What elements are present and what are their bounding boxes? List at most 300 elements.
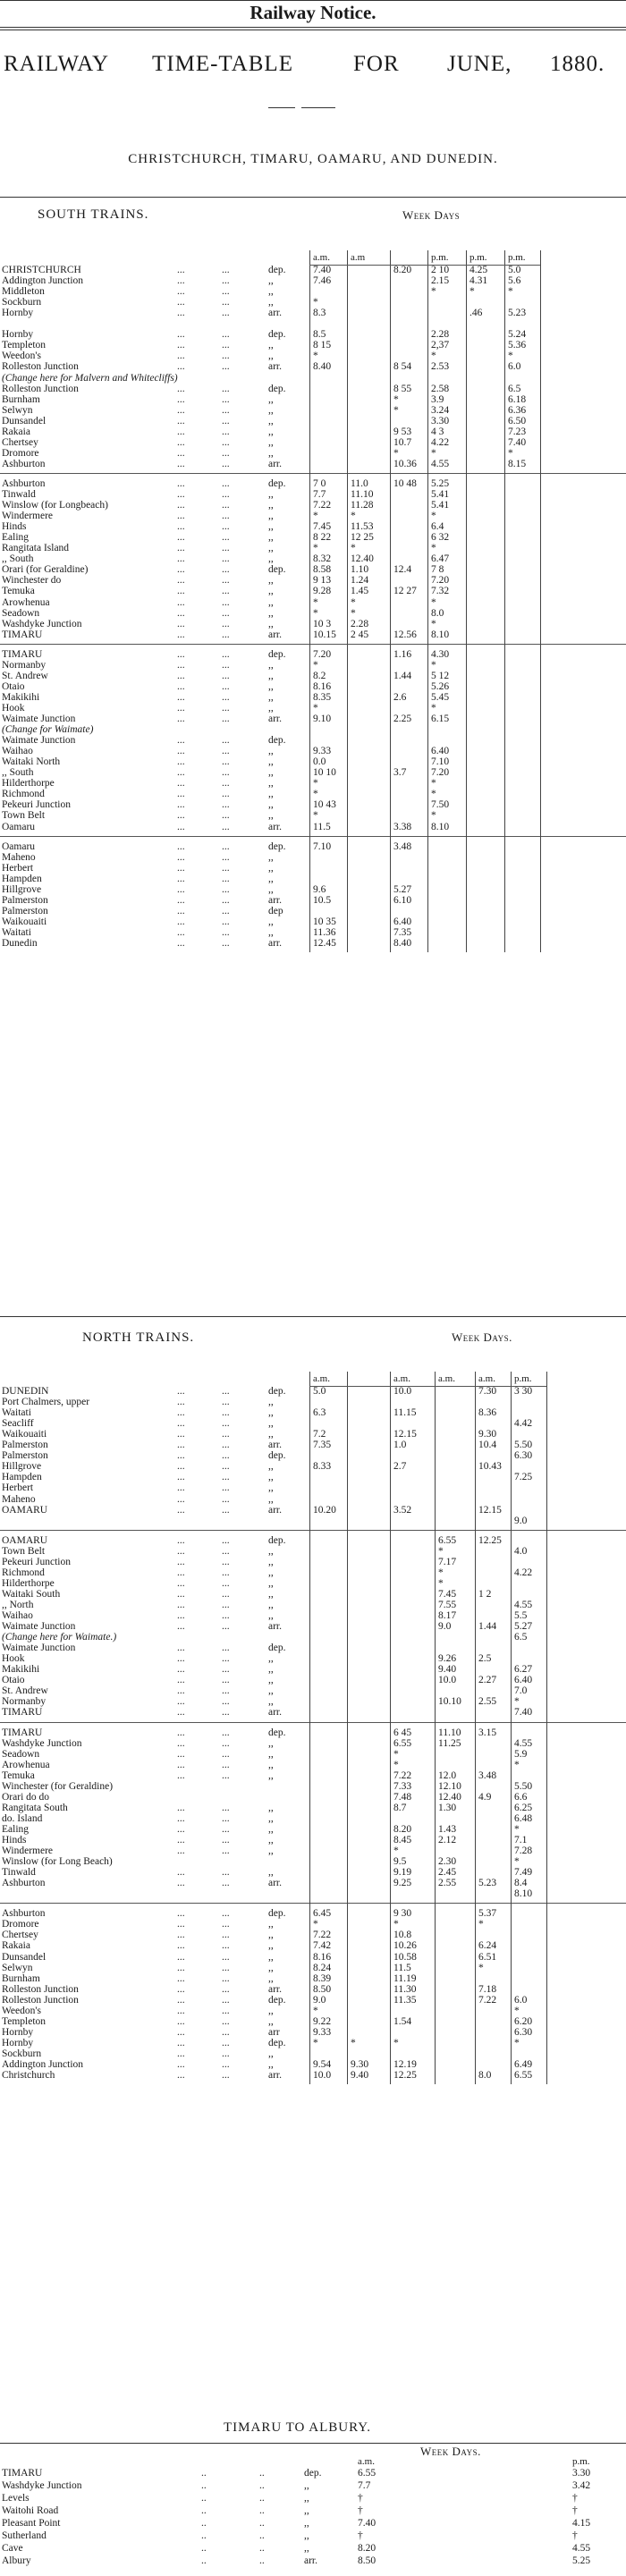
column-rule — [390, 1372, 391, 2084]
leader-dots: ... — [177, 883, 185, 895]
leader-dots: ... — [177, 618, 185, 629]
leader-dots: ... — [177, 1482, 185, 1494]
arr-dep-marker: ,, — [268, 511, 274, 522]
leader-dots: ... — [177, 286, 185, 298]
table-row — [0, 1770, 626, 1781]
arr-dep-marker: dep. — [268, 329, 286, 341]
time-cell: 4.55 — [431, 458, 450, 469]
time-cell: 7.17 — [438, 1556, 457, 1567]
time-cell: * — [431, 286, 436, 298]
arr-dep-marker: arr. — [268, 1440, 283, 1451]
leader-dots: ... — [177, 821, 185, 832]
leader-dots: ... — [177, 1545, 185, 1557]
arr-dep-marker: ,, — [268, 521, 274, 533]
time-cell: 10.8 — [393, 1930, 412, 1941]
table-row — [0, 660, 626, 671]
table-row — [0, 318, 626, 329]
time-cell: 4.55 — [514, 1737, 533, 1749]
time-cell: 5.41 — [431, 500, 450, 511]
table-row — [0, 692, 626, 703]
leader-dots: ... — [222, 1823, 230, 1835]
time-cell: † — [358, 2505, 363, 2516]
leader-dots: .. — [201, 2555, 207, 2566]
station-name: Burnham — [2, 393, 40, 405]
station-name: Weedon's — [2, 2005, 41, 2016]
leader-dots: ... — [222, 1440, 230, 1451]
leader-dots: ... — [222, 1482, 230, 1494]
arr-dep-marker: arr. — [268, 629, 283, 640]
leader-dots: ... — [177, 778, 185, 790]
time-cell: * — [431, 596, 436, 608]
time-cell: 3.7 — [393, 767, 407, 779]
table-row — [0, 2006, 626, 2016]
station-name: Waitati — [2, 1407, 31, 1419]
leader-dots: ... — [222, 1588, 230, 1600]
station-name: Washdyke Junction — [2, 1737, 82, 1749]
time-cell: 7.22 — [313, 1930, 332, 1941]
time-cell: 5 12 — [431, 670, 450, 681]
arr-dep-marker: dep. — [268, 1534, 286, 1546]
arr-dep-marker: ,, — [268, 883, 274, 895]
arr-dep-marker: ,, — [268, 1493, 274, 1505]
leader-dots: ... — [222, 1867, 230, 1879]
leader-dots: ... — [222, 404, 230, 416]
time-cell: 3.24 — [431, 404, 450, 416]
arr-dep-marker: ,, — [268, 1664, 274, 1676]
table-row — [0, 884, 626, 895]
table-row — [0, 1995, 626, 2006]
time-cell: 8.10 — [431, 821, 450, 832]
leader-dots: ... — [177, 1397, 185, 1408]
time-cell: 10 43 — [313, 799, 336, 811]
time-cell: 7.45 — [438, 1588, 457, 1600]
albury-heading: TIMARU TO ALBURY. — [224, 2420, 371, 2435]
time-cell: 2.45 — [438, 1867, 457, 1879]
time-cell: 6.55 — [393, 1737, 412, 1749]
time-cell: 8.50 — [313, 1983, 332, 1995]
leader-dots: ... — [222, 477, 230, 489]
time-cell: 3.30 — [572, 2468, 591, 2479]
leader-dots: ... — [177, 670, 185, 681]
time-cell: * — [431, 511, 436, 522]
time-cell: 7.45 — [313, 521, 332, 533]
time-cell: 7.35 — [313, 1440, 332, 1451]
arr-dep-marker: ,, — [268, 659, 274, 671]
arr-dep-marker: dep. — [268, 477, 286, 489]
station-name: Dunsandel — [2, 415, 47, 427]
time-cell: 7.25 — [514, 1472, 533, 1483]
leader-dots: ... — [177, 851, 185, 863]
leader-dots: ... — [177, 1567, 185, 1578]
time-cell: 1.44 — [478, 1621, 497, 1633]
leader-dots: ... — [177, 329, 185, 341]
arr-dep-marker: arr. — [268, 2070, 283, 2082]
time-cell: 9.19 — [393, 1867, 412, 1879]
table-row — [0, 863, 626, 874]
station-name: Hornby — [2, 2037, 34, 2048]
station-name: Waikouaiti — [2, 916, 47, 927]
arr-dep-marker: ,, — [268, 926, 274, 938]
time-cell: 11.36 — [313, 926, 336, 938]
time-cell: 12 25 — [351, 532, 374, 544]
time-cell: 7.1 — [514, 1835, 528, 1845]
arr-dep-marker: arr. — [268, 308, 283, 319]
time-cell: * — [470, 286, 475, 298]
arr-dep-marker: ,, — [268, 2015, 274, 2027]
leader-dots: ... — [177, 873, 185, 884]
arr-dep-marker: ,, — [268, 500, 274, 511]
arr-dep-marker: ,, — [268, 1835, 274, 1845]
table-row — [0, 1505, 626, 1516]
column-rule — [347, 1372, 348, 2084]
table-row — [0, 1856, 626, 1867]
arr-dep-marker: dep. — [268, 2037, 286, 2048]
table-row — [0, 789, 626, 799]
leader-dots: ... — [177, 596, 185, 608]
time-cell: 11.53 — [351, 521, 374, 533]
time-cell: 3 30 — [514, 1386, 533, 1397]
time-cell: 8.15 — [508, 458, 527, 469]
table-row — [0, 756, 626, 767]
arr-dep-marker: ,, — [268, 415, 274, 427]
leader-dots: ... — [222, 575, 230, 587]
arr-dep-marker: arr. — [268, 1621, 283, 1633]
arr-dep-marker: ,, — [268, 1962, 274, 1973]
time-cell: 2.12 — [438, 1835, 457, 1845]
time-cell: 11.15 — [393, 1407, 417, 1419]
leader-dots: ... — [222, 1472, 230, 1483]
time-cell: 4.22 — [431, 436, 450, 448]
leader-dots: ... — [177, 1940, 185, 1952]
table-row — [0, 1888, 626, 1899]
time-cell: * — [514, 1823, 520, 1835]
leader-dots: ... — [177, 351, 185, 362]
table-row — [0, 308, 626, 318]
leader-dots: ... — [177, 2059, 185, 2070]
arr-dep-marker: dep. — [268, 265, 286, 275]
leader-dots: ... — [177, 1983, 185, 1995]
block-divider — [0, 836, 626, 837]
table-row — [0, 1516, 626, 1526]
column-rule — [427, 250, 428, 952]
time-cell: 1.45 — [351, 586, 369, 597]
leader-dots: ... — [177, 2005, 185, 2016]
arr-dep-marker: ,, — [268, 799, 274, 811]
station-name: Seadown — [2, 1748, 40, 1760]
time-cell: 2.55 — [438, 1878, 457, 1889]
time-cell: 1.54 — [393, 2015, 412, 2027]
leader-dots: ... — [222, 1450, 230, 1462]
leader-dots: ... — [177, 1737, 185, 1749]
time-cell: 1.44 — [393, 670, 412, 681]
table-row — [0, 1621, 626, 1632]
arr-dep-marker: ,, — [268, 532, 274, 544]
time-cell: 8.20 — [393, 1823, 412, 1835]
leader-dots: ... — [222, 1962, 230, 1973]
table-row — [0, 1407, 626, 1418]
time-cell: 6.3 — [313, 1407, 326, 1419]
time-cell: 6.5 — [514, 1632, 528, 1643]
arr-dep-marker: arr. — [268, 361, 283, 373]
time-cell: 11.28 — [351, 500, 374, 511]
station-name: Ealing — [2, 532, 30, 544]
arr-dep-marker: dep. — [268, 383, 286, 394]
leader-dots: ... — [222, 2005, 230, 2016]
time-cell: 8 15 — [313, 340, 332, 351]
table-row — [0, 2480, 626, 2491]
time-cell: 7.30 — [478, 1386, 497, 1397]
arr-dep-marker: arr. — [268, 1504, 283, 1516]
station-name: TIMARU — [2, 2468, 43, 2479]
arr-dep-marker: ,, — [268, 1812, 274, 1824]
column-heading: a.m — [351, 252, 366, 263]
table-row — [0, 1973, 626, 1984]
time-cell: 1 2 — [478, 1588, 492, 1600]
time-cell: 2.15 — [431, 275, 450, 287]
leader-dots: ... — [222, 1675, 230, 1686]
leader-dots: ... — [177, 2070, 185, 2082]
table-row — [0, 852, 626, 863]
station-name: TIMARU — [2, 648, 43, 660]
time-cell: 12.10 — [438, 1780, 461, 1792]
arr-dep-marker: ,, — [268, 553, 274, 565]
station-name: Winslow (for Longbeach) — [2, 500, 108, 511]
table-row — [0, 521, 626, 532]
table-row — [0, 286, 626, 297]
time-cell: * — [438, 1545, 444, 1557]
time-cell: 4.25 — [470, 265, 488, 275]
leader-dots: ... — [222, 265, 230, 275]
leader-dots: ... — [177, 297, 185, 308]
leader-dots: ... — [222, 1599, 230, 1610]
station-name: Rakaia — [2, 1940, 30, 1952]
table-row — [0, 351, 626, 361]
arr-dep-marker: ,, — [268, 810, 274, 822]
time-cell: 7.20 — [431, 767, 450, 779]
time-cell: 7.55 — [438, 1599, 457, 1610]
table-row — [0, 1792, 626, 1803]
leader-dots: ... — [177, 894, 185, 906]
leader-dots: ... — [177, 756, 185, 768]
leader-dots: ... — [222, 297, 230, 308]
station-name: Weedon's — [2, 351, 41, 362]
arr-dep-marker: ,, — [268, 1418, 274, 1430]
table-row — [0, 2070, 626, 2081]
arr-dep-marker: ,, — [268, 1610, 274, 1621]
time-cell: 10.20 — [313, 1504, 336, 1516]
title-word-timetable: TIME-TABLE — [152, 52, 293, 76]
table-row — [0, 1664, 626, 1675]
arr-dep-marker: ,, — [304, 2493, 309, 2504]
time-cell: * — [431, 778, 436, 790]
table-row — [0, 874, 626, 884]
time-cell: 8.10 — [514, 1888, 533, 1900]
table-row — [0, 2038, 626, 2048]
table-row — [0, 2518, 626, 2529]
title-dash-2 — [301, 107, 335, 108]
arr-dep-marker: ,, — [268, 1653, 274, 1665]
arr-dep-marker: arr. — [268, 938, 283, 949]
arr-dep-marker: arr. — [304, 2555, 318, 2566]
arr-dep-marker: ,, — [268, 1919, 274, 1930]
station-name: Normanby — [2, 1696, 47, 1708]
table-row — [0, 1589, 626, 1600]
column-rule — [475, 1372, 476, 2084]
station-name: Dunedin — [2, 938, 38, 949]
time-cell: 8.35 — [313, 691, 332, 703]
leader-dots: ... — [222, 1493, 230, 1505]
leader-dots: ... — [222, 436, 230, 448]
arr-dep-marker: ,, — [268, 1769, 274, 1781]
time-cell: 6.4 — [431, 521, 444, 533]
leader-dots: ... — [177, 1908, 185, 1920]
column-heading: a.m. — [313, 252, 330, 263]
time-cell: 4.15 — [572, 2518, 591, 2529]
station-name: Albury — [2, 2555, 31, 2566]
time-cell: * — [438, 1577, 444, 1589]
leader-dots: ... — [177, 1577, 185, 1589]
arr-dep-marker: ,, — [268, 1867, 274, 1879]
table-row — [0, 799, 626, 810]
time-cell: 7.42 — [313, 1940, 332, 1952]
leader-dots: ... — [222, 746, 230, 757]
time-cell: 4.30 — [431, 648, 450, 660]
leader-dots: ... — [177, 1878, 185, 1889]
arr-dep-marker: ,, — [268, 756, 274, 768]
arr-dep-marker: ,, — [268, 1472, 274, 1483]
leader-dots: ... — [177, 799, 185, 811]
time-cell: 8 54 — [393, 361, 412, 373]
arr-dep-marker: ,, — [268, 778, 274, 790]
time-cell: 10 10 — [313, 767, 336, 779]
time-cell: * — [313, 2037, 318, 2048]
arr-dep-marker: ,, — [268, 351, 274, 362]
time-cell: * — [508, 447, 513, 459]
time-cell: * — [393, 404, 399, 416]
table-row — [0, 1600, 626, 1610]
table-row — [0, 405, 626, 416]
leader-dots: ... — [177, 2015, 185, 2027]
time-cell: 4 3 — [431, 426, 444, 437]
arr-dep-marker: dep. — [268, 564, 286, 576]
station-name: Richmond — [2, 789, 45, 800]
time-cell: 12.56 — [393, 629, 417, 640]
station-name: St. Andrew — [2, 1685, 48, 1697]
north-weekdays-label: Week Days. — [452, 1330, 512, 1344]
table-row — [0, 329, 626, 340]
leader-dots: ... — [177, 1951, 185, 1963]
arr-dep-marker: ,, — [268, 1759, 274, 1770]
table-row — [0, 778, 626, 789]
leader-dots: .. — [259, 2505, 265, 2516]
time-cell: 12.40 — [438, 1791, 461, 1803]
time-cell: 6.10 — [393, 894, 412, 906]
table-row — [0, 1803, 626, 1813]
time-cell: * — [393, 1748, 399, 1760]
time-cell: 4.31 — [470, 275, 488, 287]
station-name: Arowhenua — [2, 596, 50, 608]
leader-dots: ... — [222, 1534, 230, 1546]
arr-dep-marker: ,, — [268, 275, 274, 287]
time-cell: 1.16 — [393, 648, 412, 660]
leader-dots: ... — [177, 1386, 185, 1397]
arr-dep-marker: ,, — [268, 1482, 274, 1494]
time-cell: 6.6 — [514, 1791, 528, 1803]
leader-dots: ... — [177, 340, 185, 351]
column-heading: a.m. — [358, 2456, 375, 2467]
time-cell: 2.7 — [393, 1461, 407, 1473]
leader-dots: ... — [222, 393, 230, 405]
time-cell: 7.20 — [431, 575, 450, 587]
time-cell: 8.4 — [514, 1878, 528, 1889]
leader-dots: ... — [222, 799, 230, 811]
column-rule — [390, 250, 391, 952]
leader-dots: .. — [259, 2518, 265, 2529]
time-cell: * — [514, 1856, 520, 1868]
arr-dep-marker: ,, — [268, 1397, 274, 1408]
leader-dots: ... — [177, 1440, 185, 1451]
table-row — [0, 767, 626, 778]
time-cell: 7.18 — [478, 1983, 497, 1995]
leader-dots: ... — [177, 659, 185, 671]
station-name: Orari do do — [2, 1791, 50, 1803]
time-cell: 8.7 — [393, 1802, 407, 1813]
station-name: Winchester (for Geraldine) — [2, 1780, 114, 1792]
station-name: Maheno — [2, 851, 36, 863]
column-heading: a.m. — [313, 1373, 330, 1384]
table-row — [0, 735, 626, 746]
leader-dots: ... — [177, 308, 185, 319]
time-cell: 5.5 — [514, 1610, 528, 1621]
station-name: Pekeuri Junction — [2, 1556, 71, 1567]
table-row — [0, 1546, 626, 1557]
table-row — [0, 2048, 626, 2059]
leader-dots: ... — [222, 756, 230, 768]
leader-dots: .. — [201, 2518, 207, 2529]
time-cell: 4.55 — [514, 1599, 533, 1610]
arr-dep-marker: arr. — [268, 714, 283, 724]
table-row — [0, 1930, 626, 1940]
leader-dots: .. — [259, 2468, 265, 2479]
time-cell: 3.48 — [478, 1769, 497, 1781]
arr-dep-marker: ,, — [268, 862, 274, 874]
time-cell: 7.10 — [431, 756, 450, 768]
time-cell: 8.58 — [313, 564, 332, 576]
table-row — [0, 1727, 626, 1738]
arr-dep-marker: arr — [268, 2026, 280, 2038]
leader-dots: ... — [222, 361, 230, 373]
time-cell: 6.51 — [478, 1951, 497, 1963]
time-cell: * — [514, 1759, 520, 1770]
time-cell: 6.0 — [514, 1994, 528, 2006]
header-divider — [309, 265, 540, 266]
leader-dots: ... — [222, 670, 230, 681]
time-cell: 8.17 — [438, 1610, 457, 1621]
arr-dep-marker: ,, — [268, 2048, 274, 2059]
arr-dep-marker: ,, — [268, 670, 274, 681]
table-row — [0, 1781, 626, 1792]
time-cell: 2.30 — [438, 1856, 457, 1868]
table-row — [0, 2059, 626, 2070]
table-row — [0, 597, 626, 608]
leader-dots: ... — [222, 596, 230, 608]
station-name: Addington Junction — [2, 275, 84, 287]
time-cell: 7.28 — [514, 1845, 533, 1857]
route-subtitle: CHRISTCHURCH, TIMARU, OAMARU, AND DUNEDIN. — [128, 152, 498, 166]
time-cell: * — [514, 2037, 520, 2048]
time-cell: 6.36 — [508, 404, 527, 416]
time-cell: 8 22 — [313, 532, 332, 544]
